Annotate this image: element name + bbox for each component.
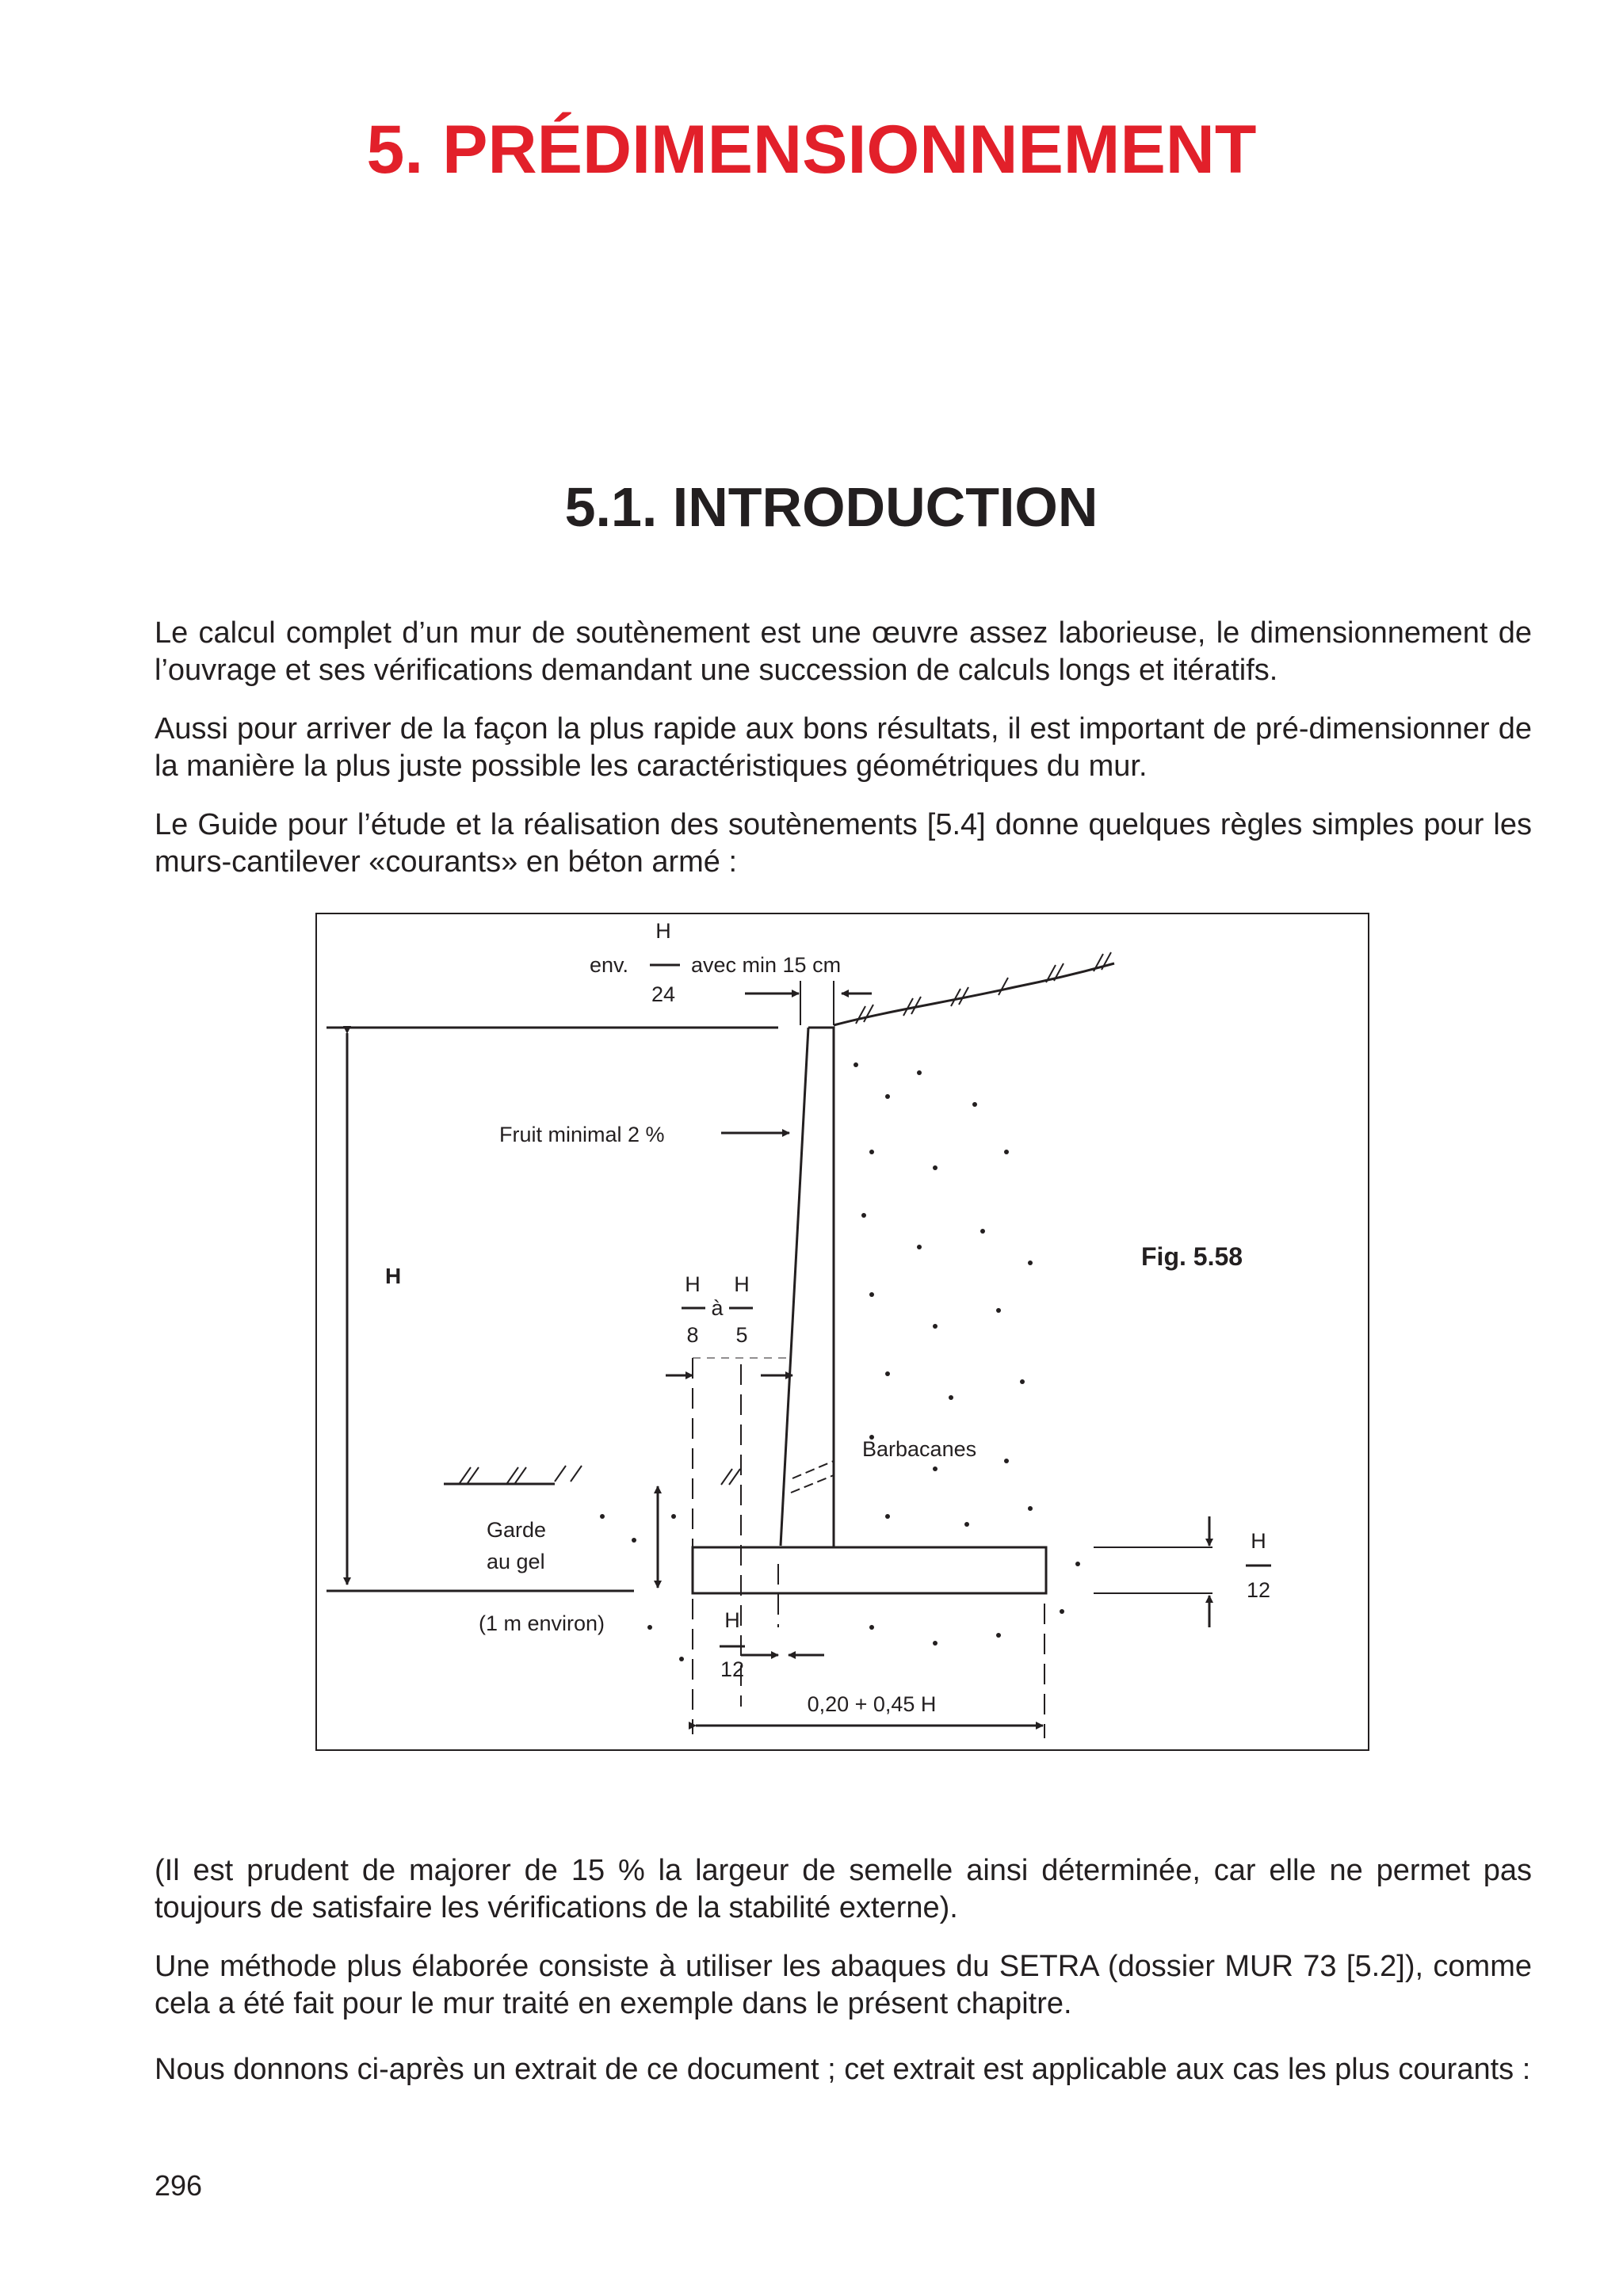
label-width: 0,20 + 0,45 H xyxy=(807,1692,937,1716)
section-title: 5.1. INTRODUCTION xyxy=(564,476,1098,538)
paragraph-3: Le Guide pour l’étude et la réalisation des soutènements [5.4] donne quelques règles simples pour les murs-cantilever «courants» en béton armé : xyxy=(155,808,1532,879)
label-base-12: 12 xyxy=(720,1657,745,1681)
label-a: à xyxy=(711,1296,724,1320)
weep-hole-1 xyxy=(792,1461,834,1478)
label-top-h: H xyxy=(655,919,671,943)
retaining-wall-diagram xyxy=(317,914,1368,1749)
label-env: env. xyxy=(590,953,629,977)
wall-footing xyxy=(693,1547,1046,1593)
label-avec-min: avec min 15 cm xyxy=(691,953,842,977)
soil-hatching xyxy=(460,952,1111,1485)
label-un-metre: (1 m environ) xyxy=(479,1611,605,1635)
weep-hole-2 xyxy=(791,1475,834,1493)
label-au-gel: au gel xyxy=(487,1550,545,1573)
label-base-h: H xyxy=(724,1608,740,1632)
chapter-title: 5. PRÉDIMENSIONNEMENT xyxy=(366,112,1257,188)
retaining-wall-figure xyxy=(315,913,1369,1751)
label-toe-h2: H xyxy=(734,1272,750,1296)
label-big-h: H xyxy=(385,1264,402,1288)
label-heel-12: 12 xyxy=(1246,1578,1271,1602)
label-eight: 8 xyxy=(686,1323,699,1347)
paragraph-2: Aussi pour arriver de la façon la plus rapide aux bons résultats, il est important de pré-dimensionner de la manière la plus juste possible les caractéristiques géométriques du mur. xyxy=(155,712,1532,783)
label-garde: Garde xyxy=(487,1518,547,1542)
paragraph-1: Le calcul complet d’un mur de soutènement est une œuvre assez laborieuse, le dimensionnement de l’ouvrage et ses vérifications demandant une succession de calculs longs et itératifs. xyxy=(155,616,1532,687)
figure-caption: Fig. 5.58 xyxy=(1141,1242,1243,1271)
page-number: 296 xyxy=(155,2169,203,2202)
wall-stem-back xyxy=(778,1028,834,1547)
backfill-surface xyxy=(834,963,1114,1025)
paragraph-6: Nous donnons ci-après un extrait de ce document ; cet extrait est applicable aux cas les plus courants : xyxy=(155,2053,1531,2086)
paragraph-4: (Il est prudent de majorer de 15 % la largeur de semelle ainsi déterminée, car elle ne permet pas toujours de satisfaire les vérifications de la stabilité externe). xyxy=(155,1854,1532,1924)
wall-stem-face xyxy=(781,1028,808,1546)
paragraph-5: Une méthode plus élaborée consiste à utiliser les abaques du SETRA (dossier MUR 73 [5.2]), comme cela a été fait pour le mur traité en exemple dans le présent chapitre. xyxy=(155,1950,1532,2020)
label-heel-h: H xyxy=(1251,1529,1266,1553)
label-top-24: 24 xyxy=(651,982,676,1006)
label-barbacanes: Barbacanes xyxy=(862,1437,977,1461)
label-fruit: Fruit minimal 2 % xyxy=(499,1123,665,1146)
soil-dots xyxy=(600,1062,1080,1661)
label-toe-h1: H xyxy=(685,1272,701,1296)
label-five: 5 xyxy=(735,1323,748,1347)
